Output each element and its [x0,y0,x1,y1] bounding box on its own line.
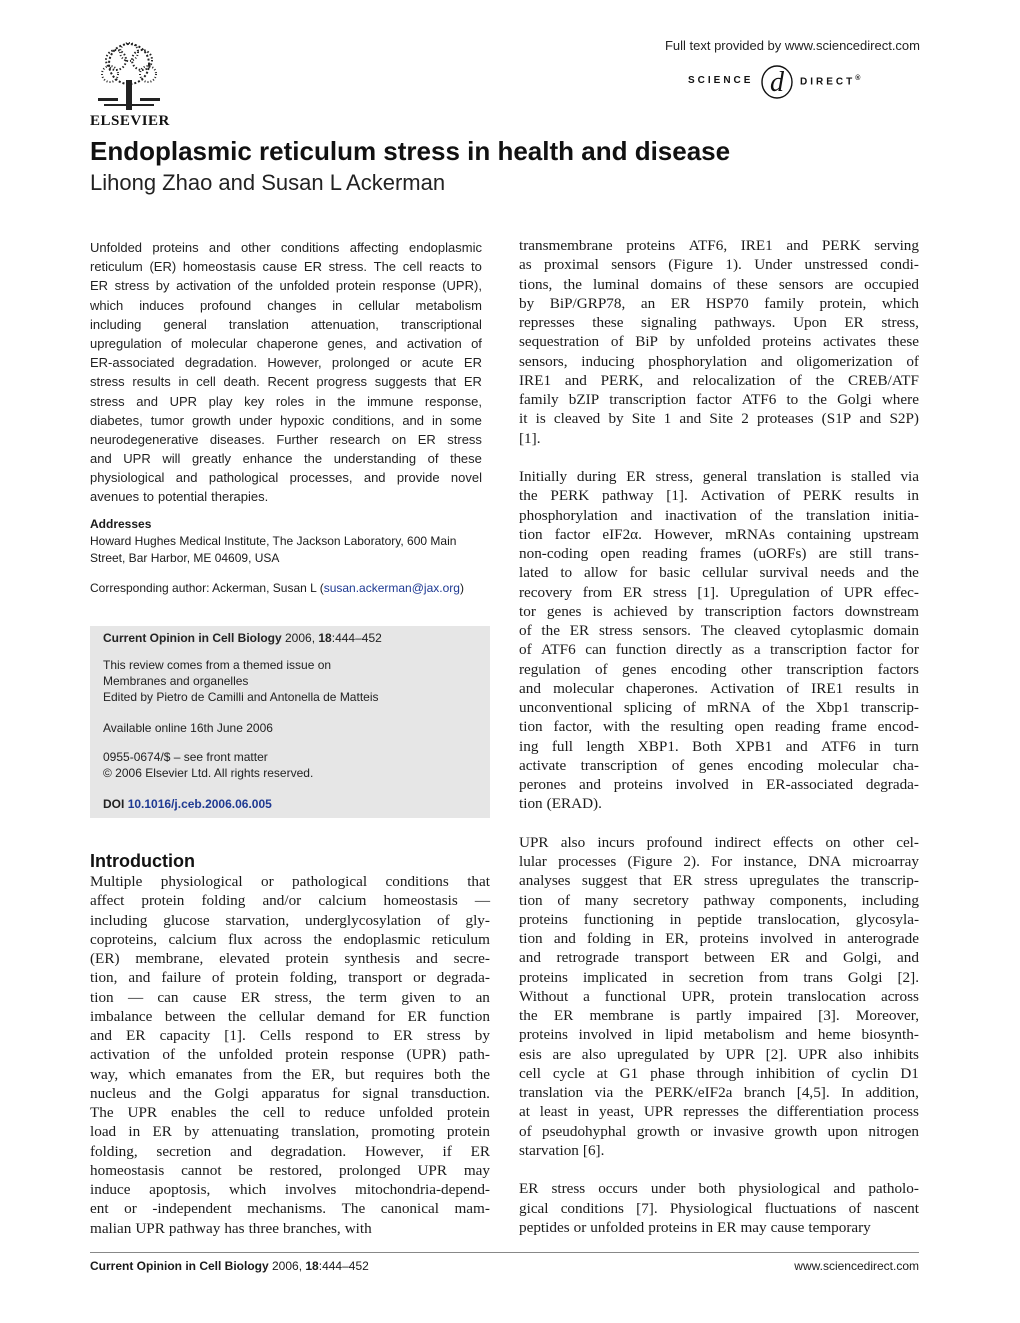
email-link[interactable]: susan.ackerman@jax.org [323,581,460,595]
abstract-line: ER-associated degradation. However, prolonged or acute ER [90,355,482,371]
themed-issue-name: Membranes and organelles [103,674,249,688]
article-info-box [90,626,490,818]
address-line: Howard Hughes Medical Institute, The Jackson Laboratory, 600 Main [90,534,457,548]
body-line: Initially during ER stress, general translation is stalled via [519,468,919,485]
body-line: tion factor eIF2α. However, mRNAs containing upstream [519,525,919,543]
body-line: esis are also upregulated by UPR [2]. UPR also inhibits [519,1045,919,1063]
body-line: unconventional splicing of mRNA of the Xbp1 transcrip- [519,699,919,716]
body-line: and ER capacity [1]. Cells respond to ER stress by [90,1027,490,1044]
abstract-line: stress results in cell death. Recent progress suggests that ER [90,374,482,390]
body-line: coproteins, calcium flux across the endoplasmic reticulum [90,930,490,948]
article-authors: Lihong Zhao and Susan L Ackerman [90,170,446,195]
copyright-line: © 2006 Elsevier Ltd. All rights reserved. [103,766,314,780]
body-line: induce apoptosis, which involves mitochondria-depend- [90,1181,490,1198]
body-line: nucleus and the Golgi apparatus for signal transduction. [90,1084,490,1102]
body-line: Multiple physiological or pathological conditions that [90,873,490,890]
citation-volume: 18 [318,631,332,645]
body-line: The UPR enables the cell to reduce unfolded protein [90,1104,490,1121]
addresses-text [90,533,490,567]
body-line: the ER membrane is partly impaired [3]. Moreover, [519,1007,919,1024]
body-line: sensors, inducing phosphorylation and oligomerization of [519,352,919,370]
full-text-notice: Full text provided by www.sciencedirect.com [664,38,920,53]
body-line: of pseudohyphal growth or invasive growth upon nitrogen [519,1122,919,1140]
abstract-line: avenues to potential therapies. [90,489,269,505]
body-line: activation of the unfolded protein response (UPR) path- [90,1046,490,1064]
body-line: folding, secretion and degradation. However, if ER [90,1142,490,1160]
citation-year: 2006, [281,631,319,645]
corresponding-prefix: Corresponding author: Ackerman, Susan L ( [90,581,324,595]
doi-label: DOI [103,797,125,811]
footer-website[interactable]: www.sciencedirect.com [794,1259,919,1273]
brand-mark-letter: d [770,67,784,98]
address-line: Street, Bar Harbor, ME 04609, USA [90,551,280,565]
brand-left-text: SCIENCE [688,75,754,86]
body-line: gical conditions [7]. Physiological fluctuations of nascent [519,1199,919,1217]
body-line: Without a functional UPR, protein translocation across [519,987,919,1005]
body-line: malian UPR pathway has three branches, with [90,1219,372,1237]
body-line: perones and proteins involved in ER-associated degrada- [519,776,919,793]
available-online: Available online 16th June 2006 [103,721,273,735]
abstract-line: including general translation attenuation, transcriptional [90,316,482,332]
body-line: phosphorylation and inactivation of the translation initia- [519,506,919,524]
body-line: (ER) membrane, elevated protein synthesis and secre- [90,950,490,967]
footer-volume: 18 [305,1259,319,1273]
body-line: and molecular chaperones. Activation of IRE1 results in [519,679,919,697]
abstract-line: stress and UPR play key roles in the immune response, [90,393,482,409]
body-line: lular processes (Figure 2). For instance, DNA microarray [519,853,919,870]
paragraph-gap [519,814,919,833]
body-line: tion factor, with the resulting open reading frame encod- [519,718,919,736]
abstract-line: which induces profound changes in cellular metabolism [90,297,482,313]
abstract-line: Unfolded proteins and other conditions affecting endoplasmic [90,240,482,255]
body-line: at least in yeast, UPR represses the differentiation process [519,1103,919,1121]
footer-pages: :444–452 [318,1259,369,1273]
body-line: translation via the PERK/eIF2a branch [4,5]. In addition, [519,1084,919,1101]
body-line: tion, and failure of protein folding, transport or degrada- [90,969,490,987]
body-line: sequestration of BiP by unfolded proteins activates these [519,333,919,351]
doi-line [103,796,272,812]
body-line: ER stress occurs under both physiological and patholo- [519,1180,919,1198]
footer-divider [90,1252,919,1253]
journal-citation [103,630,382,646]
body-line: tion and folding in ER, proteins involved in anterograde [519,930,919,947]
themed-issue-line: This review comes from a themed issue on [103,658,332,672]
sciencedirect-logo [688,64,918,100]
abstract-line: diabetes, tumor growth under hypoxic conditions, and in some [90,412,482,428]
body-line: by BiP/GRP78, an ER HSP70 family protein, which [519,294,919,312]
paragraph-gap [519,1160,919,1179]
paragraph [519,1179,919,1237]
body-line: recovery from ER stress [1]. Upregulation of UPR effec- [519,583,919,601]
abstract-line: reticulum (ER) homeostasis cause ER stress. The cell reacts to [90,259,482,275]
footer-year: 2006, [268,1259,306,1273]
body-line: the PERK pathway [1]. Activation of PERK results in [519,487,919,505]
body-line: proteins involved in lipid metabolism and heme biosynth- [519,1026,919,1044]
body-line: homeostasis cannot be restored, prolonged UPR may [90,1161,490,1179]
body-line: IRE1 and PERK, and relocalization of the CREB/ATF [519,371,919,389]
body-line: activate transcription of genes encoding molecular cha- [519,756,919,774]
article-title: Endoplasmic reticulum stress in health and disease [90,136,731,166]
abstract [90,238,482,507]
doi-link[interactable]: 10.1016/j.ceb.2006.06.005 [127,797,272,811]
body-line: ing full length XBP1. Both XPB1 and ATF6 in turn [519,737,919,755]
body-line: transmembrane proteins ATF6, IRE1 and PERK serving [519,237,919,254]
issn-line: 0955-0674/$ – see front matter [103,750,268,764]
body-line: of the ER stress sensors. The cleaved cytoplasmic domain [519,622,919,639]
introduction-body [90,872,490,1238]
paragraph-gap [519,448,919,467]
body-line: cell cycle at G1 phase through inhibition of cyclin D1 [519,1064,919,1082]
body-line: of ATF6 can function directly as a transcription factor for [519,641,919,659]
paragraph [519,833,919,1160]
body-line: proteins implicated in secretion from trans Golgi [2]. [519,968,919,986]
body-line: affect protein folding and/or calcium homeostasis — [90,892,490,910]
sciencedirect-d-icon [760,64,794,100]
body-line: [1]. [519,429,541,447]
abstract-line: neurodegenerative diseases. Further research on ER stress [90,431,482,447]
paragraph [519,236,919,448]
body-line: peptides or unfolded proteins in ER may cause temporary [519,1218,871,1236]
body-line: ent or -independent mechanisms. The canonical mam- [90,1200,490,1218]
body-line: starvation [6]. [519,1141,605,1159]
elsevier-tree-icon [90,40,168,112]
body-line: and retrograde transport between ER and Golgi, and [519,949,919,967]
abstract-line: and UPR will greatly enhance the understanding of these [90,451,482,467]
abstract-line: ER stress by activation of the unfolded protein response (UPR), [90,278,482,294]
introduction-heading: Introduction [90,851,195,871]
body-line: regulation of genes encoding other transcription factors [519,660,919,678]
footer-citation [90,1259,369,1273]
abstract-line: physiological and pathological processes, and provide novel [90,470,482,486]
body-line: tions, the luminal domains of these sensors are occupied [519,275,919,293]
brand-right-text [800,75,860,87]
body-line: represses these signaling pathways. Upon ER stress, [519,314,919,331]
body-line: load in ER by attenuating translation, promoting protein [90,1123,490,1141]
body-line: lated to allow for basic cellular survival needs and the [519,564,919,582]
body-line: including glucose starvation, underglycosylation of gly- [90,911,490,929]
editors-line: Edited by Pietro de Camilli and Antonella de Matteis [103,690,379,704]
body-line: as proximal sensors (Figure 1). Under unstressed condi- [519,256,919,274]
body-line: tion — can cause ER stress, the term given to an [90,988,490,1006]
body-line: family bZIP transcription factor ATF6 to the Golgi where [519,391,919,408]
elsevier-wordmark: ELSEVIER [90,113,170,129]
addresses-heading: Addresses [90,517,152,531]
footer-journal: Current Opinion in Cell Biology [90,1259,269,1273]
body-line: analyses suggest that ER stress upregulates the transcrip- [519,872,919,890]
body-line: non-coding open reading frames (uORFs) are still trans- [519,545,919,562]
corresponding-author [90,581,464,595]
body-line: imbalance between the cellular demand for ER function [90,1007,490,1025]
corresponding-suffix: ) [459,581,464,595]
body-line: way, which emanates from the ER, but requires both the [90,1065,490,1083]
brand-registered: ® [855,75,861,82]
body-line: proteins functioning in peptide translocation, glycosyla- [519,910,919,928]
elsevier-logo [90,40,168,132]
journal-name: Current Opinion in Cell Biology [103,631,282,645]
body-line: it is cleaved by Site 1 and Site 2 proteases (S1P and S2P) [519,410,919,428]
body-line: tion (ERAD). [519,795,602,813]
right-column-body [519,236,919,1237]
body-line: tion of many secretory pathway components, including [519,891,919,909]
abstract-line: upregulation of molecular chaperone genes, and activation of [90,335,482,351]
body-line: UPR also incurs profound indirect effects on other cel- [519,833,919,851]
citation-pages: :444–452 [331,631,382,645]
body-line: tor genes is achieved by transcription factors downstream [519,602,919,620]
paragraph [519,467,919,814]
brand-right-word: DIRECT [800,76,856,88]
